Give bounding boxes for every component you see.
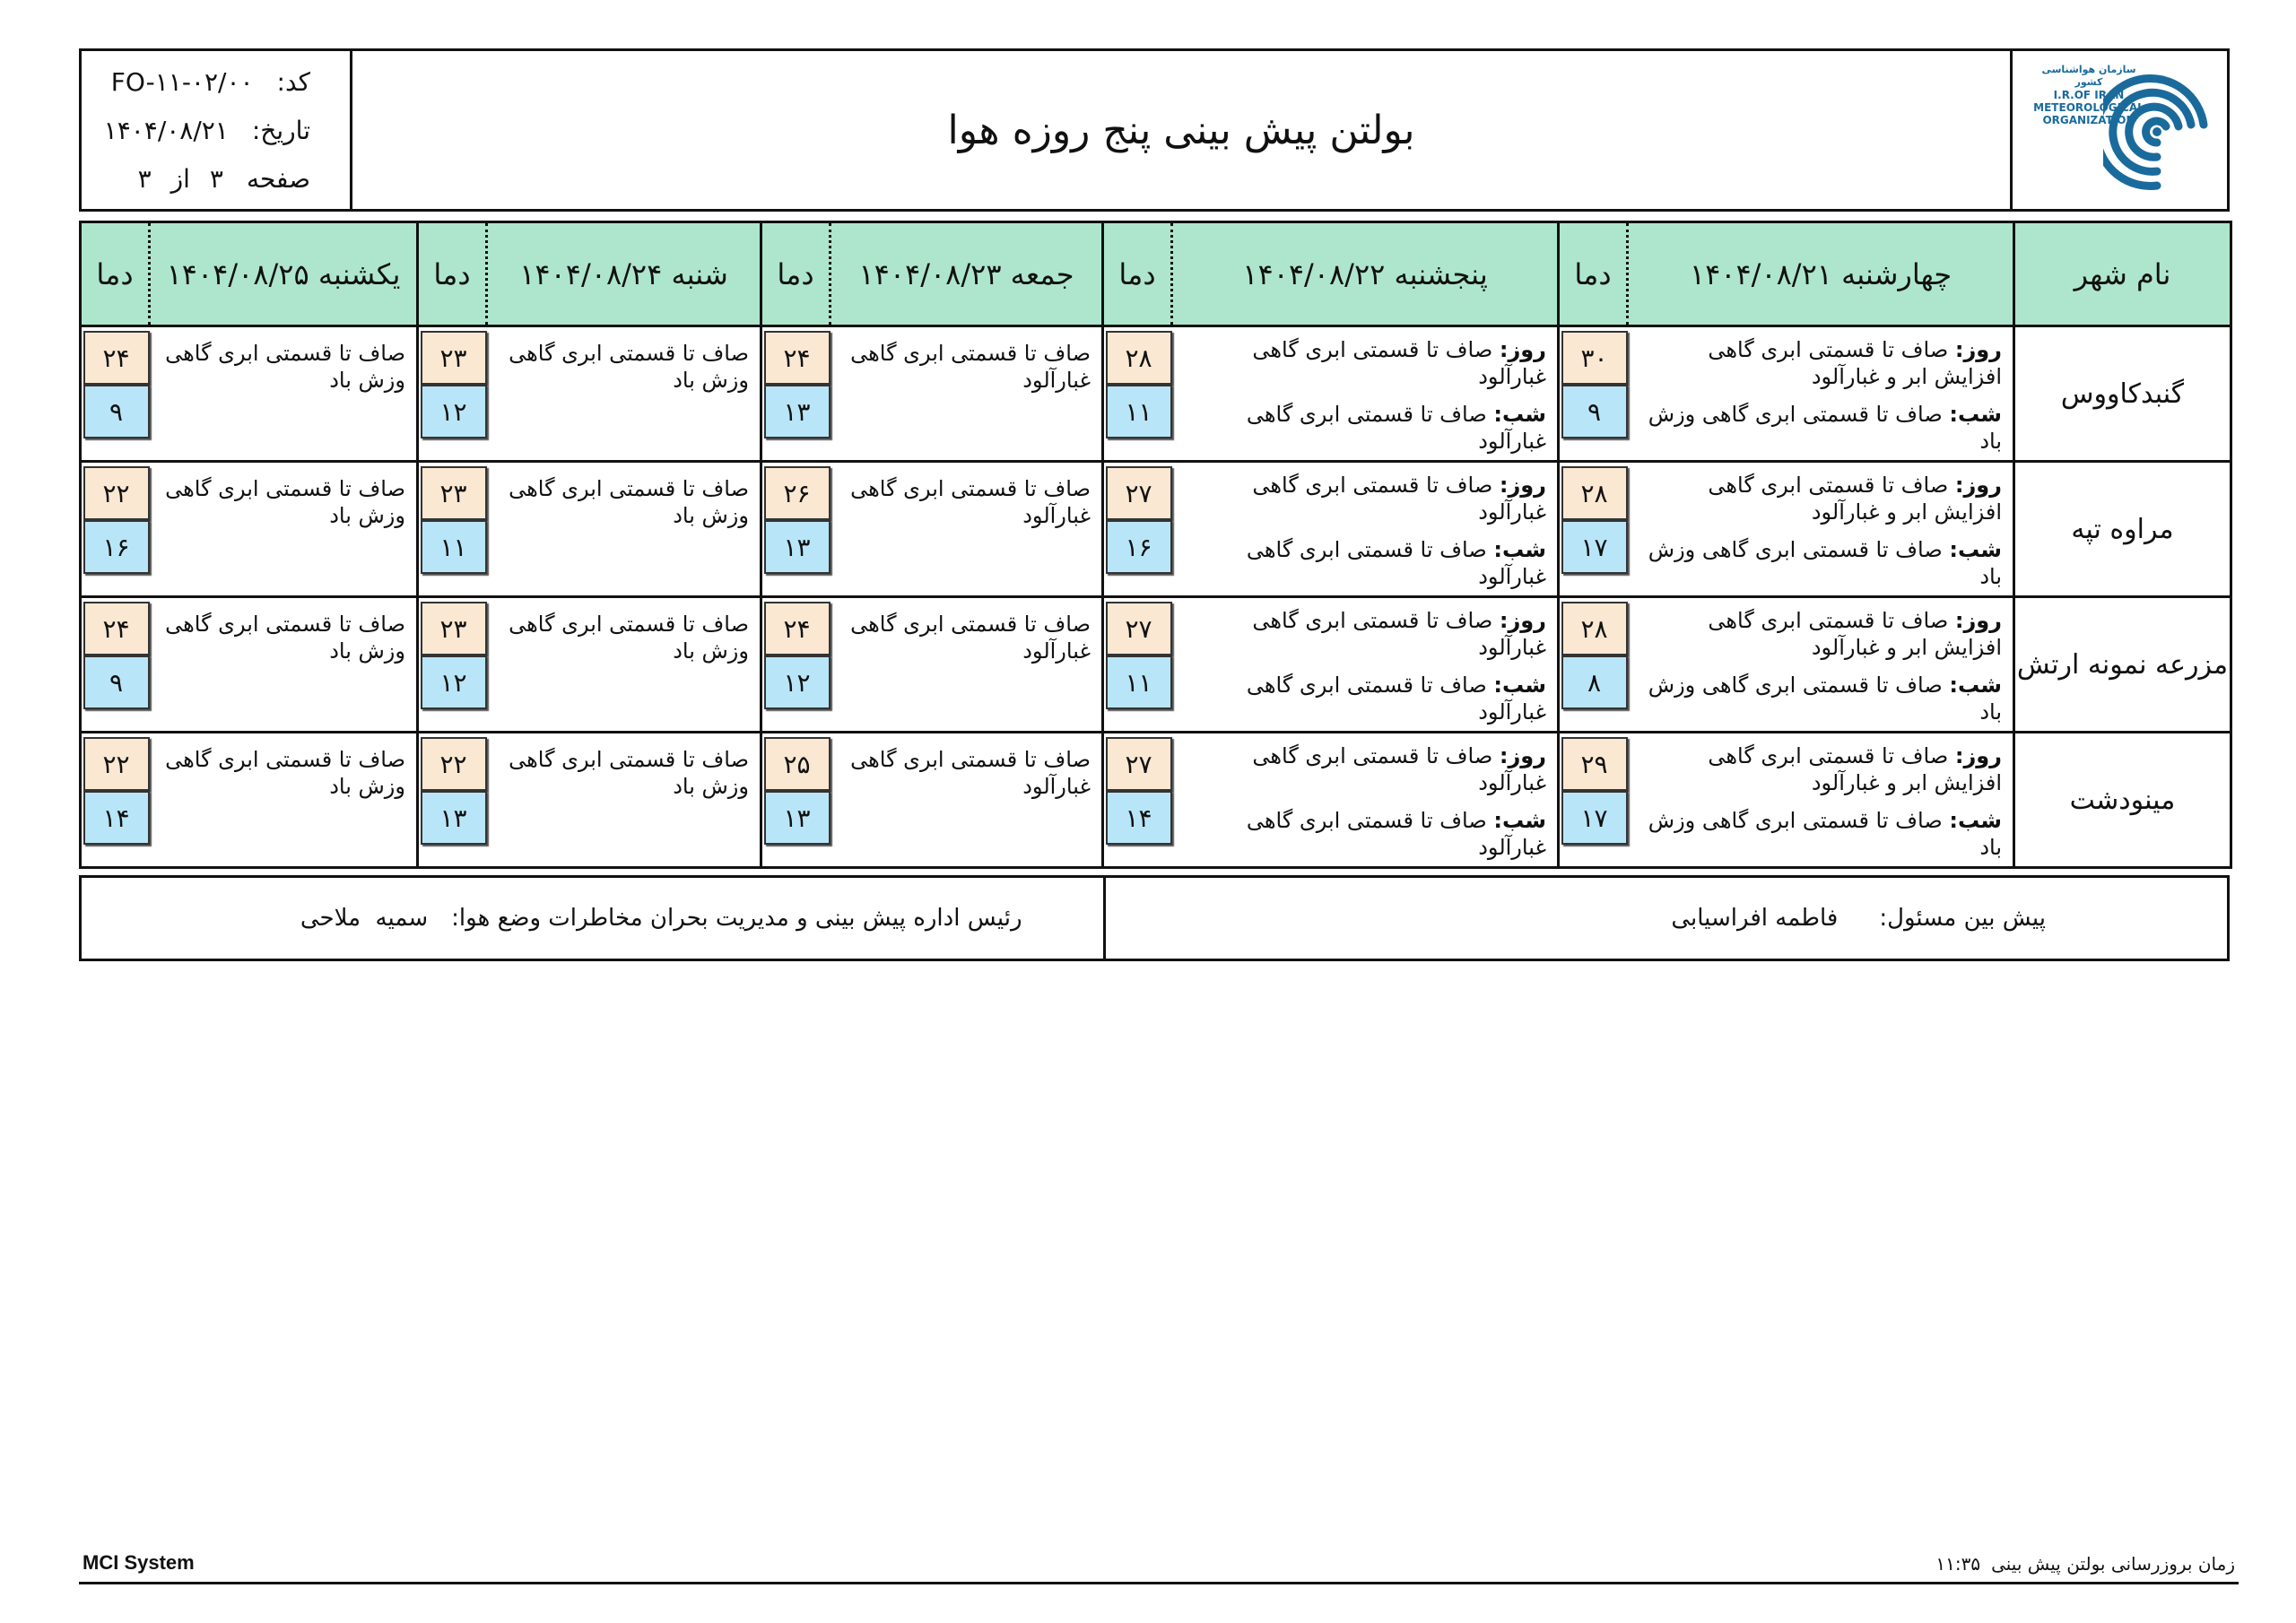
min-temperature: ۱۳	[421, 791, 487, 845]
logo-en-line-2: METEOROLOGICAL	[2033, 101, 2144, 114]
night-forecast-text: صاف تا قسمتی ابری گاهی وزش باد	[1648, 537, 2002, 589]
day-forecast-text: صاف تا قسمتی ابری گاهی افزایش ابر و غبارآلود	[1708, 743, 2002, 795]
temperature-cell	[81, 326, 150, 462]
logo-fa-text: سازمان هواشناسی کشور	[2041, 64, 2136, 88]
min-temperature: ۱۱	[1106, 385, 1172, 438]
page-current: ۳	[209, 164, 223, 194]
night-forecast	[1179, 536, 1547, 590]
temperature-cell	[81, 733, 150, 868]
max-temperature: ۲۸	[1561, 466, 1628, 520]
min-temperature: ۹	[83, 385, 150, 438]
min-temperature: ۱۶	[83, 520, 150, 574]
logo-en-line-1: I.R.OF IRAN	[2053, 89, 2125, 101]
day-forecast	[1635, 472, 2003, 525]
head-label: رئیس اداره پیش بینی و مدیریت بحران مخاطرات وضع هوا:	[451, 905, 1022, 932]
spiral-logo-icon	[2103, 71, 2211, 195]
temp-header-4: دما	[418, 222, 487, 326]
min-temperature: ۱۱	[1106, 655, 1172, 709]
night-forecast-text: صاف تا قسمتی ابری گاهی وزش باد	[1648, 402, 2002, 454]
forecast-text: صاف تا قسمتی ابری گاهی غبارآلود	[831, 733, 1103, 868]
day-label: روز:	[1499, 337, 1546, 362]
min-temperature: ۱۲	[421, 385, 487, 438]
update-time-note	[1935, 1553, 2235, 1575]
min-temperature: ۹	[83, 655, 150, 709]
signature-row	[79, 875, 2230, 961]
max-temperature: ۲۲	[421, 737, 487, 791]
temperature-cell	[81, 462, 150, 597]
date-line	[104, 116, 310, 145]
night-label: شب:	[1493, 673, 1546, 698]
forecast-day-night	[1172, 597, 1559, 733]
page-label: صفحه	[246, 164, 310, 194]
temperature-cell	[1559, 462, 1628, 597]
page-number	[138, 164, 223, 194]
forecast-text: صاف تا قسمتی ابری گاهی غبارآلود	[831, 597, 1103, 733]
table-row	[81, 597, 2231, 733]
city-name: مراوه تپه	[2014, 462, 2231, 597]
night-label: شب:	[1493, 808, 1546, 833]
night-forecast	[1635, 807, 2003, 861]
min-temperature: ۱۷	[1561, 791, 1628, 845]
day-forecast-text: صاف تا قسمتی ابری گاهی غبارآلود	[1252, 608, 1546, 660]
table-row	[81, 462, 2231, 597]
forecast-text: صاف تا قسمتی ابری گاهی وزش باد	[487, 462, 761, 597]
forecast-text: صاف تا قسمتی ابری گاهی وزش باد	[487, 326, 761, 462]
max-temperature: ۲۲	[83, 737, 150, 791]
night-forecast	[1179, 672, 1547, 725]
page-of: از	[170, 164, 190, 194]
date-label: تاریخ:	[251, 116, 310, 145]
night-forecast	[1635, 401, 2003, 455]
min-temperature: ۱۳	[764, 791, 831, 845]
min-temperature: ۱۳	[764, 385, 831, 438]
day-forecast-text: صاف تا قسمتی ابری گاهی افزایش ابر و غبارآلود	[1708, 608, 2002, 660]
forecast-text: صاف تا قسمتی ابری گاهی وزش باد	[487, 597, 761, 733]
day-forecast-text: صاف تا قسمتی ابری گاهی افزایش ابر و غبارآلود	[1708, 337, 2002, 389]
max-temperature: ۲۷	[1106, 602, 1172, 655]
table-row	[81, 733, 2231, 868]
min-temperature: ۱۳	[764, 520, 831, 574]
max-temperature: ۲۳	[421, 602, 487, 655]
day-forecast-text: صاف تا قسمتی ابری گاهی غبارآلود	[1252, 473, 1546, 525]
max-temperature: ۲۶	[764, 466, 831, 520]
forecaster-name: فاطمه افراسیابی	[1671, 905, 1839, 932]
night-label: شب:	[1493, 537, 1546, 562]
max-temperature: ۳۰	[1561, 331, 1628, 385]
max-temperature: ۲۴	[83, 331, 150, 385]
day-label: روز:	[1499, 473, 1546, 498]
temperature-cell	[1103, 326, 1172, 462]
forecast-day-night	[1172, 462, 1559, 597]
temp-header-2: دما	[1103, 222, 1172, 326]
forecast-day-night	[1172, 326, 1559, 462]
min-temperature: ۱۴	[83, 791, 150, 845]
day-forecast	[1179, 336, 1547, 390]
temp-header-5: دما	[81, 222, 150, 326]
forecast-table	[79, 221, 2232, 869]
forecast-day-night	[1172, 733, 1559, 868]
code-value: FO-۱۱-۰۲/۰۰	[110, 67, 254, 97]
min-temperature: ۱۱	[421, 520, 487, 574]
code-label: کد:	[276, 67, 310, 97]
night-forecast-text: صاف تا قسمتی ابری گاهی وزش باد	[1648, 808, 2002, 860]
night-forecast-text: صاف تا قسمتی ابری گاهی وزش باد	[1648, 673, 2002, 725]
day-label: روز:	[1954, 743, 2002, 768]
temperature-cell	[761, 597, 831, 733]
document-meta	[82, 51, 352, 209]
day-forecast	[1635, 607, 2003, 661]
day-forecast	[1179, 607, 1547, 661]
temperature-cell	[761, 326, 831, 462]
night-label: شب:	[1949, 402, 2002, 427]
forecast-text: صاف تا قسمتی ابری گاهی وزش باد	[150, 462, 418, 597]
day-label: روز:	[1499, 743, 1546, 768]
temperature-cell	[761, 733, 831, 868]
max-temperature: ۲۸	[1561, 602, 1628, 655]
temperature-cell	[1559, 733, 1628, 868]
forecast-day-night	[1628, 597, 2014, 733]
min-temperature: ۱۲	[764, 655, 831, 709]
temperature-cell	[761, 462, 831, 597]
day-forecast	[1635, 742, 2003, 796]
forecaster-label: پیش بین مسئول:	[1879, 905, 2046, 932]
day-forecast	[1635, 336, 2003, 390]
footer-divider	[79, 1582, 2239, 1584]
forecast-day-night	[1628, 326, 2014, 462]
temp-header-3: دما	[761, 222, 831, 326]
day-header-4: شنبه ۱۴۰۴/۰۸/۲۴	[487, 222, 761, 326]
max-temperature: ۲۸	[1106, 331, 1172, 385]
day-forecast-text: صاف تا قسمتی ابری گاهی افزایش ابر و غبارآلود	[1708, 473, 2002, 525]
day-label: روز:	[1954, 337, 2002, 362]
organization-logo	[2010, 51, 2227, 209]
night-label: شب:	[1949, 537, 2002, 562]
min-temperature: ۱۴	[1106, 791, 1172, 845]
code-line	[111, 67, 310, 97]
day-header-3: جمعه ۱۴۰۴/۰۸/۲۳	[831, 222, 1103, 326]
night-forecast-text: صاف تا قسمتی ابری گاهی غبارآلود	[1246, 537, 1546, 589]
max-temperature: ۲۷	[1106, 466, 1172, 520]
forecast-day-night	[1628, 462, 2014, 597]
bulletin-header	[79, 48, 2230, 212]
day-header-5: یکشنبه ۱۴۰۴/۰۸/۲۵	[150, 222, 418, 326]
max-temperature: ۲۳	[421, 466, 487, 520]
night-forecast-text: صاف تا قسمتی ابری گاهی غبارآلود	[1246, 808, 1546, 860]
temperature-cell	[418, 733, 487, 868]
update-time: ۱۱:۳۵	[1935, 1553, 1981, 1575]
min-temperature: ۱۲	[421, 655, 487, 709]
night-forecast-text: صاف تا قسمتی ابری گاهی غبارآلود	[1246, 673, 1546, 725]
max-temperature: ۲۳	[421, 331, 487, 385]
max-temperature: ۲۴	[764, 602, 831, 655]
city-name: مینودشت	[2014, 733, 2231, 868]
night-forecast-text: صاف تا قسمتی ابری گاهی غبارآلود	[1246, 402, 1546, 454]
head-cell	[82, 878, 1106, 959]
page-line	[138, 164, 310, 194]
forecast-text: صاف تا قسمتی ابری گاهی غبارآلود	[831, 326, 1103, 462]
max-temperature: ۲۵	[764, 737, 831, 791]
night-forecast	[1179, 401, 1547, 455]
night-forecast	[1179, 807, 1547, 861]
night-forecast	[1635, 672, 2003, 725]
temp-header-1: دما	[1559, 222, 1628, 326]
forecast-day-night	[1628, 733, 2014, 868]
forecaster-cell	[1106, 878, 2228, 959]
min-temperature: ۸	[1561, 655, 1628, 709]
max-temperature: ۲۷	[1106, 737, 1172, 791]
temperature-cell	[418, 597, 487, 733]
day-label: روز:	[1954, 473, 2002, 498]
night-forecast	[1635, 536, 2003, 590]
temperature-cell	[418, 462, 487, 597]
temperature-cell	[1559, 597, 1628, 733]
temperature-cell	[1103, 462, 1172, 597]
max-temperature: ۲۹	[1561, 737, 1628, 791]
table-header-row	[81, 222, 2231, 326]
min-temperature: ۱۶	[1106, 520, 1172, 574]
system-name: MCI System	[83, 1551, 195, 1574]
city-column-header: نام شهر	[2014, 222, 2231, 326]
night-label: شب:	[1949, 808, 2002, 833]
forecast-text: صاف تا قسمتی ابری گاهی وزش باد	[150, 326, 418, 462]
city-name: مزرعه نمونه ارتش	[2014, 597, 2231, 733]
forecast-text: صاف تا قسمتی ابری گاهی وزش باد	[487, 733, 761, 868]
date-value: ۱۴۰۴/۰۸/۲۱	[103, 116, 229, 145]
max-temperature: ۲۲	[83, 466, 150, 520]
min-temperature: ۹	[1561, 385, 1628, 438]
temperature-cell	[1103, 597, 1172, 733]
forecast-text: صاف تا قسمتی ابری گاهی وزش باد	[150, 597, 418, 733]
day-header-2: پنجشنبه ۱۴۰۴/۰۸/۲۲	[1172, 222, 1559, 326]
day-header-1: چهارشنبه ۱۴۰۴/۰۸/۲۱	[1628, 222, 2014, 326]
day-forecast	[1179, 472, 1547, 525]
temperature-cell	[418, 326, 487, 462]
city-name: گنبدکاووس	[2014, 326, 2231, 462]
day-forecast-text: صاف تا قسمتی ابری گاهی غبارآلود	[1252, 337, 1546, 389]
table-row	[81, 326, 2231, 462]
day-label: روز:	[1954, 608, 2002, 633]
logo-en-line-3: ORGANIZATION	[2042, 114, 2135, 126]
page-title: بولتن پیش بینی پنج روزه هوا	[947, 107, 1415, 153]
page-total: ۳	[137, 164, 152, 194]
max-temperature: ۲۴	[83, 602, 150, 655]
day-forecast-text: صاف تا قسمتی ابری گاهی غبارآلود	[1252, 743, 1546, 795]
temperature-cell	[1559, 326, 1628, 462]
temperature-cell	[1103, 733, 1172, 868]
day-forecast	[1179, 742, 1547, 796]
head-name: سمیه ملاحی	[300, 905, 429, 932]
forecast-text: صاف تا قسمتی ابری گاهی وزش باد	[150, 733, 418, 868]
day-label: روز:	[1499, 608, 1546, 633]
update-label: زمان بروزرسانی بولتن پیش بینی	[1991, 1553, 2235, 1575]
min-temperature: ۱۷	[1561, 520, 1628, 574]
night-label: شب:	[1949, 673, 2002, 698]
night-label: شب:	[1493, 402, 1546, 427]
max-temperature: ۲۴	[764, 331, 831, 385]
forecast-text: صاف تا قسمتی ابری گاهی غبارآلود	[831, 462, 1103, 597]
temperature-cell	[81, 597, 150, 733]
